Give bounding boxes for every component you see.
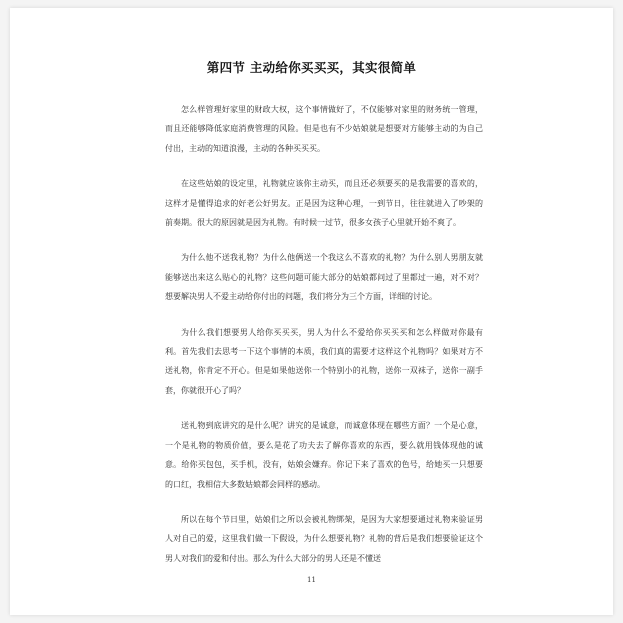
- document-page: [10, 8, 613, 615]
- page-number: 11: [307, 576, 316, 584]
- body-text: [165, 100, 483, 584]
- paragraph: 在这些姑娘的设定里，礼物就应该你主动买，而且还必须要买的是我需要的喜欢的，这样才是懂得追求的好老公好男友。正是因为这种心理，一到节日，往往就进入了吵架的前奏期。很大的原因就是因为礼物。有时候一过节，很多女孩子心里就开始不爽了。: [165, 179, 483, 228]
- paragraph: 怎么样管理好家里的财政大权，这个事情做好了，不仅能够对家里的财务统一管理，而且还能够降低家庭消费管理的风险。但是也有不少姑娘就是想要对方能够主动的为自己付出，主动的知道浪漫，主动的各种买买买。: [165, 105, 483, 153]
- section-title: 第四节 主动给你买买买，其实很简单: [206, 60, 417, 75]
- paragraph: 为什么我们想要男人给你买买买，男人为什么不爱给你买买买和怎么样做对你最有利。首先我们去思考一下这个事情的本质，我们真的需要才这样这个礼物吗？如果对方不送礼物，你肯定不开心。但是如果他送你一个特别小的礼物，送你一双袜子，送你一副手套，你就很开心了吗？: [165, 327, 483, 395]
- paragraph: 送礼物到底讲究的是什么呢？讲究的是诚意，而诚意体现在哪些方面？一个是心意，一个是礼物的物质价值，要么是花了功夫去了解你喜欢的东西，要么就用钱体现他的诚意。给你买包包，买手机，没有，姑娘会嫌弃。你记下来了喜欢的色号，给她买一只想要的口红，我相信大多数姑娘都会同样的感动。: [165, 421, 483, 489]
- paragraph: 为什么他不送我礼物？为什么他俩送一个我这么不喜欢的礼物？为什么别人男朋友就能够送出来这么贴心的礼物？这些问题可能大部分的姑娘都问过了里都过一遍，对不对？想要解决男人不爱主动给你付出的问题，我们将分为三个方面，详细的讨论。: [165, 253, 483, 302]
- paragraph: 所以在每个节日里，姑娘们之所以会被礼物绑架，是因为大家想要通过礼物来验证男人对自己的爱，这里我们做一下假设，为什么想要礼物？礼物的背后是我们想要验证这个男人对我们的爱和付出。那么为什么大部分的男人还是不懂送: [165, 514, 483, 563]
